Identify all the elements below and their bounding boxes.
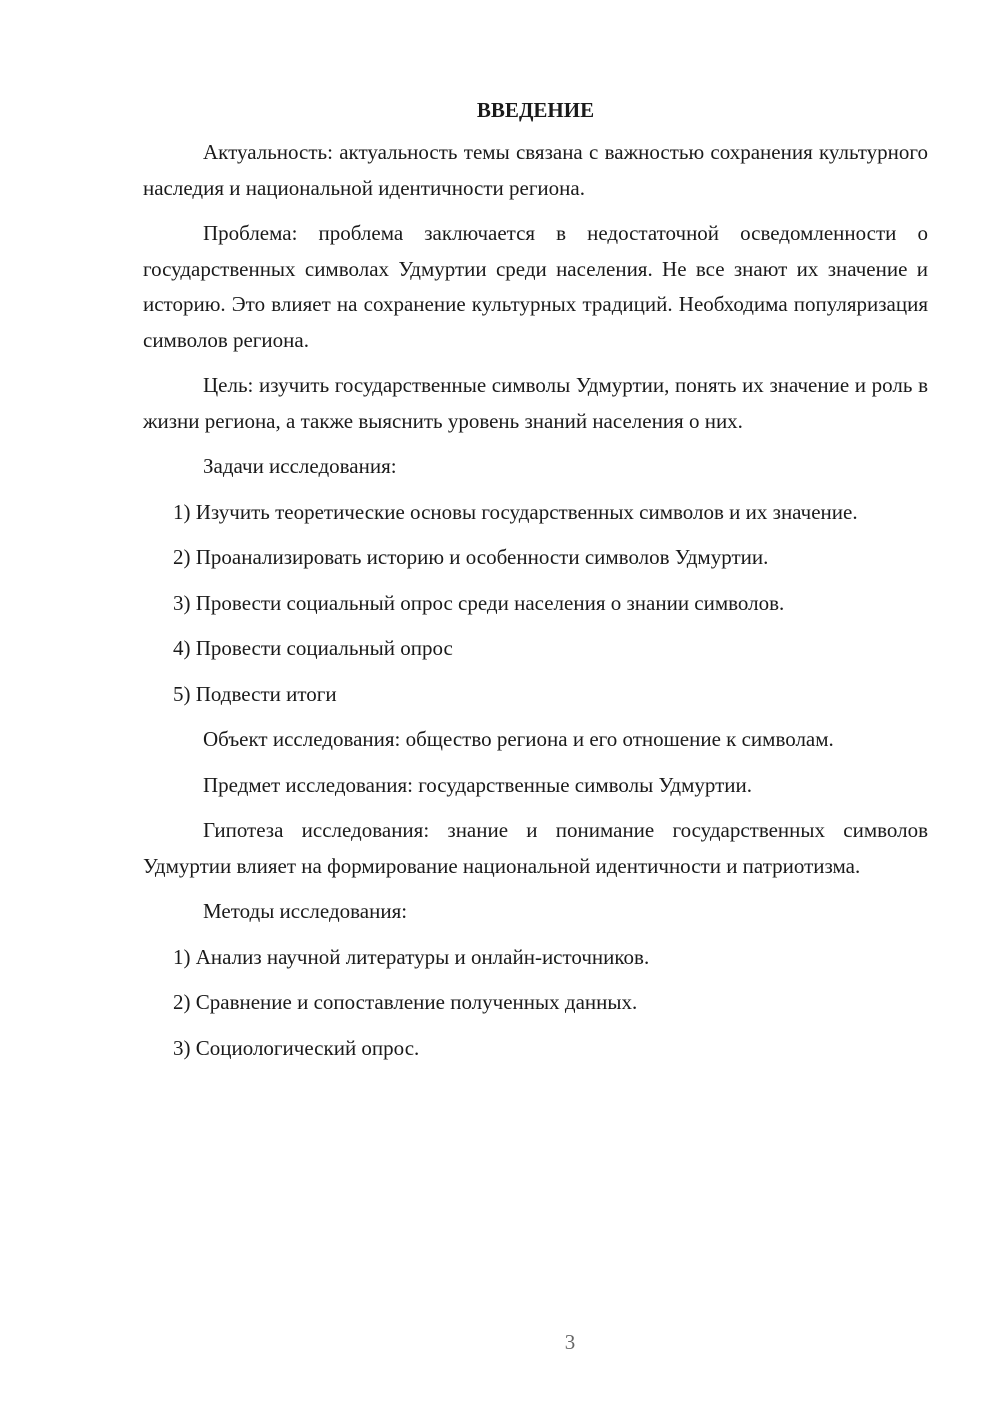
tasks-heading: Задачи исследования: xyxy=(203,454,397,478)
document-page xyxy=(143,95,928,1076)
method-item: 2) Сравнение и сопоставление полученных данных. xyxy=(173,990,638,1014)
methods-heading: Методы исследования: xyxy=(203,899,408,923)
task-item: 1) Изучить теоретические основы государственных символов и их значение. xyxy=(173,499,858,524)
problem-paragraph: Проблема: проблема заключается в недостаточной осведомленности о государственных символах Удмуртии среди населения. Не все знают их значение и историю. Это влияет на сохранение культурных традиций. Необходима популяризация символов региона. xyxy=(143,221,928,352)
relevance-paragraph: Актуальность: актуальность темы связана с важностью сохранения культурного наследия и национальной идентичности региона. xyxy=(143,140,928,200)
method-item: 3) Социологический опрос. xyxy=(173,1035,420,1060)
method-item: 1) Анализ научной литературы и онлайн-источников. xyxy=(173,944,650,969)
object-paragraph: Объект исследования: общество региона и его отношение к символам. xyxy=(203,727,834,751)
page-number: 3 xyxy=(564,1330,576,1354)
task-item: 3) Провести социальный опрос среди населения о знании символов. xyxy=(173,590,785,615)
section-title: ВВЕДЕНИЕ xyxy=(476,98,595,122)
hypothesis-paragraph: Гипотеза исследования: знание и понимание государственных символов Удмуртии влияет на формирование национальной идентичности и патриотизма. xyxy=(143,818,928,878)
task-item: 4) Провести социальный опрос xyxy=(173,636,453,660)
task-item: 5) Подвести итоги xyxy=(173,681,337,706)
task-item: 2) Проанализировать историю и особенности символов Удмуртии. xyxy=(173,545,769,569)
subject-paragraph: Предмет исследования: государственные символы Удмуртии. xyxy=(203,772,753,797)
goal-paragraph: Цель: изучить государственные символы Удмуртии, понять их значение и роль в жизни региона, а также выяснить уровень знаний населения о них. xyxy=(143,373,928,433)
